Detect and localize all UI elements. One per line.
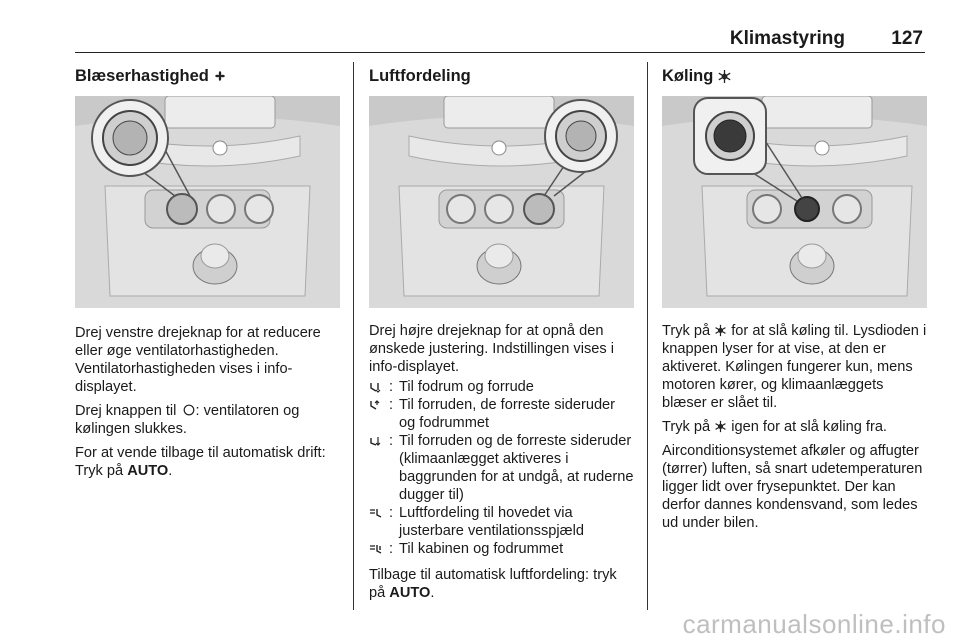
text-run: for at slå køling til. Lysdioden i knappen lyser for at vise, at den er aktiveret. Kølingen fungerer kun, mens motoren kører, og klimaanlæggets blæser er slået til. [662,323,927,411]
heading-text: Køling [662,66,714,85]
text-run: Drej knappen til [75,403,177,419]
column-divider [647,62,648,610]
snowflake-icon [714,420,727,433]
legend-text: Til forruden og de forreste sideruder (klimaanlægget aktiveres i baggrunden for at undgå, at ruderne dugger til) [399,433,634,503]
section-body [369,322,634,602]
legend-item: : Til kabinen og fodrummet [369,540,634,558]
text-run: igen for at slå køling fra. [731,419,887,435]
legend-item: : Luftfordeling til hovedet via justerbare ventilationsspjæld [369,504,634,540]
legend-text: Til kabinen og fodrummet [399,541,564,557]
page-header [75,28,925,53]
text-run: Tryk på [662,323,711,339]
heading-text: Luftfordeling [369,66,471,85]
column-divider [353,62,354,610]
dashboard-illustration-left-knob [75,96,340,308]
paragraph: Airconditionsystemet afkøler og affugter (tørrer) luften, så snart udetemperaturen ligger lidt over frysepunktet. Der kan derfor dannes kondensvand, som ledes ud under bilen. [662,443,923,531]
section-heading [75,62,340,90]
dashboard-illustration-right-knob [369,96,634,308]
snowflake-icon [714,324,727,337]
paragraph [369,566,634,602]
text-run: Tilbage til automatisk luftfordeling: tryk på [369,567,617,601]
text-run: . [168,463,173,479]
legend-text: Til fodrum og forrude [399,379,534,395]
legend-item: : Til forruden, de forreste sideruder og fodrummet [369,396,634,432]
air-distribution-legend [369,378,634,558]
paragraph [662,418,927,436]
auto-label: AUTO [389,585,431,601]
text-run: For at vende tilbage til automatisk drift: Tryk på [75,445,326,479]
air-windscreen-side-icon [369,435,381,447]
legend-text: Luftfordeling til hovedet via justerbare ventilationsspjæld [399,505,584,539]
watermark: carmanualsonline.info [682,609,946,639]
section-air-distribution [369,62,634,608]
section-heading [369,62,634,90]
paragraph [75,402,340,438]
fan-icon [213,69,227,83]
section-fan-speed [75,62,340,486]
off-circle-icon [183,404,195,416]
paragraph [75,444,340,480]
legend-item: : Til fodrum og forrude [369,378,634,396]
snowflake-icon [717,69,732,84]
air-vents-icon [369,507,382,519]
section-heading [662,62,927,90]
section-cooling [662,62,927,538]
page-number: 127 [891,28,923,49]
legend-text: Til forruden, de forreste sideruder og fodrummet [399,397,616,431]
dashboard-illustration-ac-button [662,96,927,308]
section-body [662,322,927,532]
text-run: : ventilatoren og kølingen slukkes. [75,403,300,437]
paragraph: Drej højre drejeknap for at opnå den ønskede justering. Indstillingen vises i info-displayet. [369,323,614,375]
air-cabin-floor-icon [369,543,383,555]
auto-label: AUTO [127,463,169,479]
chapter-title: Klimastyring [729,28,845,49]
text-run: . [430,585,435,601]
text-run: Tryk på [662,419,711,435]
legend-item: : Til forruden og de forreste sideruder (klimaanlægget aktiveres i baggrunden for at undgå, at ruderne dugger til) [369,432,634,504]
paragraph [662,322,927,412]
heading-text: Blæserhastighed [75,66,209,85]
paragraph: Drej venstre drejeknap for at reducere eller øge ventilatorhastigheden. Ventilatorhastigheden vises i info-displayet. [75,325,321,395]
section-body [75,324,340,480]
air-windscreen-icon [369,399,381,411]
air-floor-windscreen-icon [369,381,381,393]
